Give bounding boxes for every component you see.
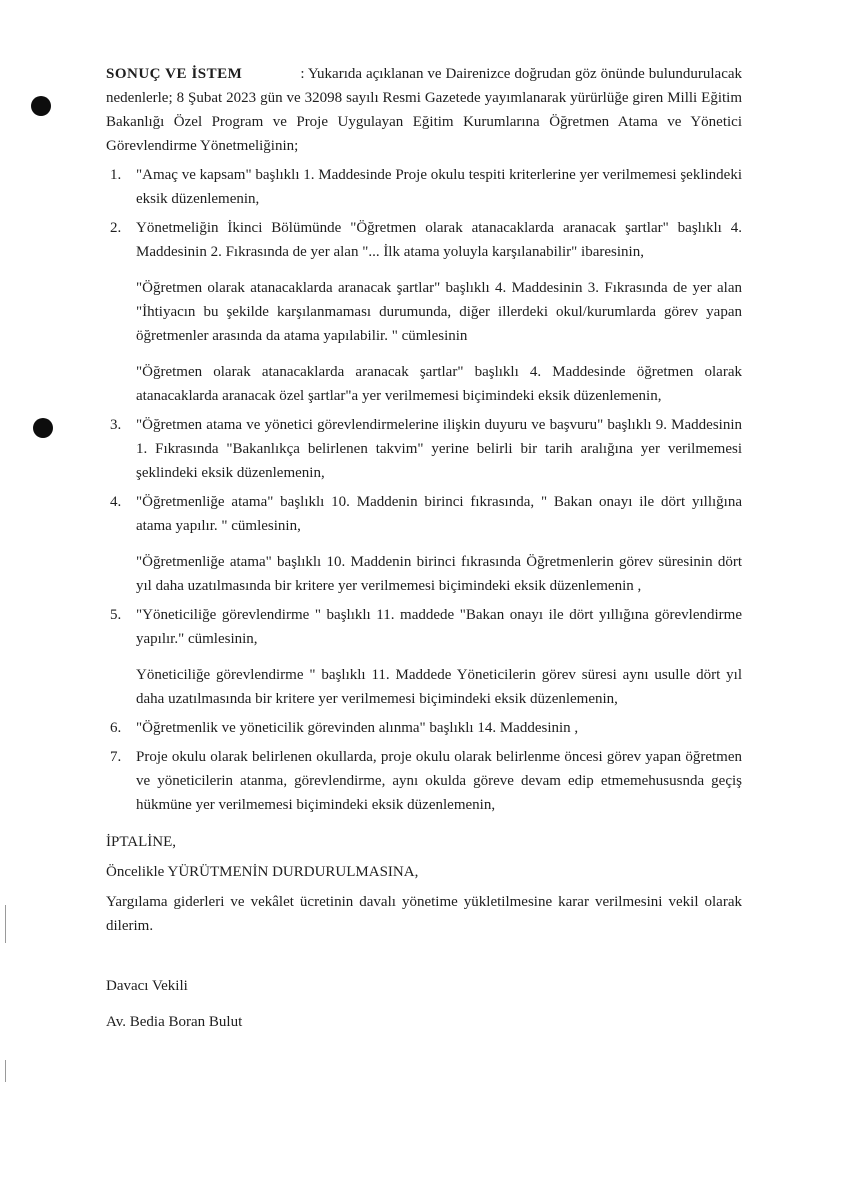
item-paragraph: Proje okulu olarak belirlenen okullarda, proje okulu olarak belirlenme öncesi görev yapan öğretmen ve yöneticilerin atanma, görevlendirme, aynı okulda göreve devam edip etmemehususnda geçiş hükmüne yer verilmemesi biçimindeki eksik düzenlemenin, [136, 749, 742, 813]
item-number: 7. [110, 749, 122, 765]
list-item [106, 413, 742, 485]
item-paragraph: "Öğretmenliğe atama" başlıklı 10. Maddenin birinci fıkrasında Öğretmenlerin görev süresinin dört yıl daha uzatılmasında bir kritere yer verilmemesi biçimindeki eksik düzenlemenin , [136, 554, 742, 594]
stay-of-execution-request: Öncelikle YÜRÜTMENİN DURDURULMASINA, [106, 864, 419, 880]
item-paragraph: "Öğretmenliğe atama" başlıklı 10. Maddenin birinci fıkrasında, " Bakan onayı ile dört yıllığına atama yapılır. " cümlesinin, [136, 494, 742, 534]
scan-edge-mark [5, 1060, 6, 1082]
item-number: 5. [110, 607, 122, 623]
signature-block [106, 974, 742, 1034]
annulment-request: İPTALİNE, [106, 834, 177, 850]
punch-hole [31, 96, 51, 116]
list-item [106, 603, 742, 711]
item-paragraph: "Amaç ve kapsam" başlıklı 1. Maddesinde Proje okulu tespiti kriterlerine yer verilmemesi şeklindeki eksik düzenlemenin, [136, 167, 742, 207]
signature-role: Davacı Vekili [106, 978, 188, 994]
item-paragraph: "Öğretmen atama ve yönetici görevlendirmelerine ilişkin duyuru ve başvuru" başlıklı 9. Maddesinin 1. Fıkrasında "Bakanlıkça belirlenen takvim" yerine belirli bir tarih aralığına yer verilmemesi şeklindeki eksik düzenlemenin, [136, 417, 742, 481]
item-number: 3. [110, 417, 122, 433]
section-heading: SONUÇ VE İSTEM [106, 66, 243, 82]
item-paragraph: "Öğretmenlik ve yöneticilik görevinden alınma" başlıklı 14. Maddesinin , [136, 720, 579, 736]
scan-edge-mark [5, 905, 6, 943]
signature-name: Av. Bedia Boran Bulut [106, 1014, 243, 1030]
item-number: 4. [110, 494, 122, 510]
item-paragraph: "Yöneticiliğe görevlendirme " başlıklı 11. maddede "Bakan onayı ile dört yıllığına görevlendirme yapılır." cümlesinin, [136, 607, 742, 647]
punch-hole [33, 418, 53, 438]
list-item [106, 716, 742, 740]
intro-paragraph [106, 62, 742, 158]
item-paragraph: "Öğretmen olarak atanacaklarda aranacak şartlar" başlıklı 4. Maddesinde öğretmen olarak atanacaklarda aranacak özel şartlar"a yer verilmemesi biçimindeki eksik düzenlemenin, [136, 364, 742, 404]
list-item [106, 490, 742, 598]
item-paragraph: "Öğretmen olarak atanacaklarda aranacak şartlar" başlıklı 4. Maddesinin 3. Fıkrasında de yer alan "İhtiyacın bu şekilde karşılanmaması durumunda, diğer illerdeki okul/kurumlarda görev yapan öğretmenler arasında da atama yapılabilir. " cümlesinin [136, 280, 742, 344]
document-page [106, 62, 742, 1046]
closing-section [106, 830, 742, 938]
item-number: 2. [110, 220, 122, 236]
item-paragraph: Yönetmeliğin İkinci Bölümünde "Öğretmen olarak atanacaklarda aranacak şartlar" başlıklı 4. Maddesinin 2. Fıkrasında de yer alan "... İlk atama yoluyla karşılanabilir" ibaresinin, [136, 220, 742, 260]
item-number: 6. [110, 720, 122, 736]
intro-text: : Yukarıda açıklanan ve Dairenizce doğrudan göz önünde bulundurulacak nedenlerle; 8 Şubat 2023 gün ve 32098 sayılı Resmi Gazetede yayımlanarak yürürlüğe giren Milli Eğitim Bakanlığı Özel Program ve Proje Uygulayan Eğitim Kurumlarına Öğretmen Atama ve Yönetici Görevlendirme Yönetmeliğinin; [106, 66, 743, 154]
demand-list [106, 163, 742, 817]
list-item [106, 163, 742, 211]
costs-request: Yargılama giderleri ve vekâlet ücretinin davalı yönetime yükletilmesine karar verilmesini vekil olarak dilerim. [106, 894, 742, 934]
item-paragraph: Yöneticiliğe görevlendirme " başlıklı 11. Maddede Yöneticilerin görev süresi aynı usulle dört yıl daha uzatılmasında bir kritere yer verilmemesi biçimindeki eksik düzenlemenin, [136, 667, 742, 707]
item-number: 1. [110, 167, 122, 183]
list-item [106, 745, 742, 817]
list-item [106, 216, 742, 408]
